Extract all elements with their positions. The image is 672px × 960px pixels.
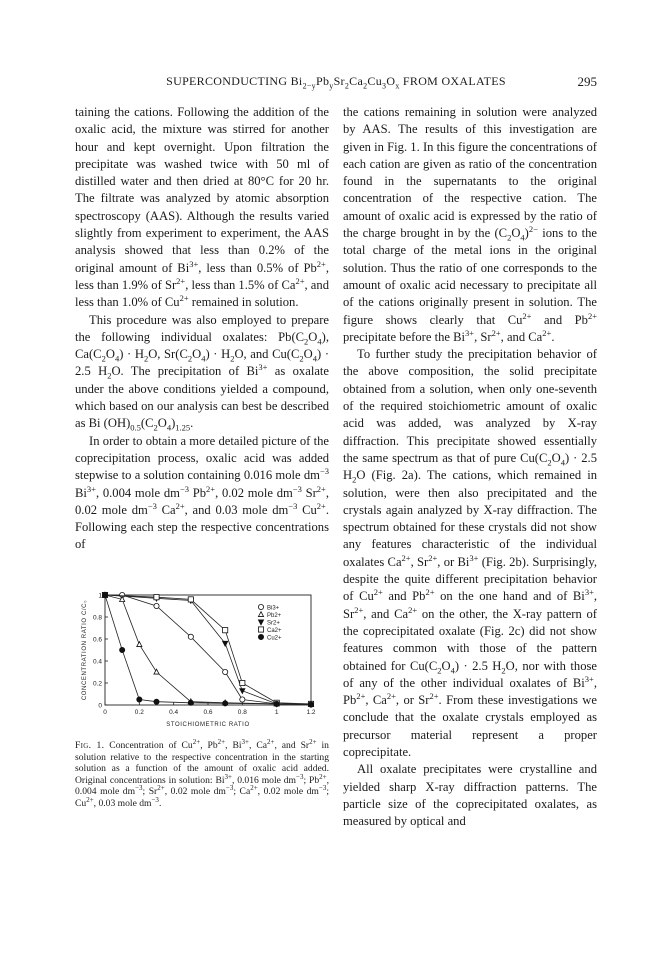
series-line-sr2 <box>105 595 311 705</box>
data-point-pb2 <box>154 669 159 674</box>
x-tick-label: 0.8 <box>237 709 247 716</box>
x-tick-label: 0 <box>103 709 107 716</box>
series-line-ca2 <box>105 595 311 704</box>
legend-marker-cu2 <box>258 634 263 639</box>
y-axis-label: CONCENTRATION RATIO C/C₀ <box>82 599 88 701</box>
page-header <box>75 74 597 92</box>
running-head: SUPERCONDUCTING $Bi_{2-y}Pb_ySr_2Ca_2Cu_3O_x$ FROM OXALATES <box>166 74 506 91</box>
left-column <box>75 104 329 554</box>
x-tick-label: 0.2 <box>134 709 144 716</box>
concentration-chart <box>75 587 329 732</box>
series-line-pb2 <box>105 595 311 705</box>
y-tick-label: 1 <box>98 592 102 600</box>
series-line-bi3 <box>105 595 311 705</box>
data-point-bi3 <box>188 634 193 639</box>
data-point-cu2 <box>308 702 313 707</box>
x-tick-label: 0.6 <box>203 709 213 716</box>
legend-label-sr2: Sr2+ <box>267 620 280 627</box>
legend-label-pb2: Pb2+ <box>267 612 282 619</box>
right-column <box>343 104 597 830</box>
page-number: 295 <box>577 74 597 89</box>
legend-marker-pb2 <box>258 612 263 617</box>
data-point-cu2 <box>188 700 193 705</box>
data-point-ca2 <box>154 595 159 600</box>
legend-marker-ca2 <box>258 627 263 632</box>
y-tick-label: 0.6 <box>92 636 102 644</box>
figure-caption: Fig. 1. Concentration of $Cu^{2+}$, $Pb^{2+}$, $Bi^{3+}$, $Ca^{2+}$, and $Sr^{2+}$ in solution relative to the respective concentration in the starting solution as a function of the amount of oxalic acid added. Original concentrations in solution: $Bi^{3+}$, 0.016 mole $dm^{-3}$; $Pb^{2+}$, 0.004 mole $dm^{-3}$; $Sr^{2+}$, 0.02 mole $dm^{-3}$; $Ca^{2+}$, 0.02 mole $dm^{-3}$; $Cu^{2+}$, 0.03 mole $dm^{-3}$. <box>75 737 329 809</box>
data-point-cu2 <box>120 647 125 652</box>
paragraph-coprecipitation: In order to obtain a more detailed picture of the coprecipitation process, oxalic acid was added stepwise to a solution containing 0.016 mole $dm^{-3}$ $Bi^{3+}$, 0.004 mole $dm^{-3}$ $Pb^{2+}$, 0.02 mole $dm^{-3}$ $Sr^{2+}$, 0.02 mole $dm^{-3}$ $Ca^{2+}$, and 0.03 mole $dm^{-3}$ $Cu^{2+}$. Following each step the respective concentrations of <box>75 433 329 552</box>
data-point-pb2 <box>137 642 142 647</box>
paragraph-procedure-end: taining the cations. Following the addition of the oxalic acid, the mixture was stirred for another hour and kept overnight. Upon filtration the precipitate was washed twice with 50 ml of distilled water and then dried at 80°C for 20 hr. The filtrate was analyzed by atomic absorption spectroscopy (AAS). Although the results varied slightly from experiment to experiment, the AAS analysis showed that less than 0.2% of the original amount of $Bi^{3+}$, less than 0.5% of $Pb^{2+}$, less than 1.9% of $Sr^{2+}$, less than 1.5% of $Ca^{2+}$, and less than 1.0% of $Cu^{2+}$ remained in solution. <box>75 105 329 310</box>
y-tick-label: 0.2 <box>92 680 102 688</box>
y-tick-label: 0.8 <box>92 614 102 622</box>
x-axis-label: STOICHIOMETRIC RATIO <box>166 722 250 728</box>
x-tick-label: 0.4 <box>169 709 179 716</box>
data-point-ca2 <box>223 628 228 633</box>
data-point-cu2 <box>274 701 279 706</box>
legend-label-bi3: Bi3+ <box>267 605 280 612</box>
y-tick-label: 0.4 <box>92 658 102 666</box>
paragraph-particle-size: All oxalate precipitates were crystalline and yielded sharp X-ray diffraction patterns. The particle size of the coprecipitated oxalates, as measured by optical and <box>343 762 597 829</box>
caption-label: Fig. 1. <box>75 740 105 751</box>
legend-marker-sr2 <box>258 620 263 625</box>
y-tick-label: 0 <box>98 702 102 710</box>
figure-1 <box>75 587 329 732</box>
data-point-cu2 <box>102 592 107 597</box>
data-point-bi3 <box>223 669 228 674</box>
data-point-bi3 <box>154 603 159 608</box>
paragraph-individual-oxalates: This procedure was also employed to prepare the following individual oxalates: $Pb(C_2O_4)$, $Ca(C_2O_4) \cdot H_2O$, $Sr(C_2O_4) \cdot H_2O$, and $Cu(C_2O_4) \cdot 2.5$ $H_2O$. The precipitation of $Bi^{3+}$ as oxalate under the above conditions yielded a compound, which based on our analysis can best be described as Bi $(OH)_{0.5}(C_2O_4)_{1.25}$. <box>75 312 330 433</box>
paragraph-fig1-results: the cations remaining in solution were analyzed by AAS. The results of this investigation are given in Fig. 1. In this figure the concentrations of each cation are given as ratio of the concentration found in the supernatants to the original concentration of the respective cation. The amount of oxalic acid is expressed by the ratio of the charge brought in by the $(C_2O_4)^{2-}$ ions to the total charge of the metal ions in the original solution. Thus the ratio of one corresponds to the amount of oxalic acid necessary to precipitate all of the cations originally present in solution. The figure shows clearly that $Cu^{2+}$ and $Pb^{2+}$ precipitate before the $Bi^{3+}$, $Sr^{2+}$, and $Ca^{2+}$. <box>343 105 598 344</box>
legend-marker-bi3 <box>258 604 263 609</box>
series-line-cu2 <box>105 595 311 705</box>
data-point-cu2 <box>137 697 142 702</box>
data-point-cu2 <box>154 699 159 704</box>
data-point-cu2 <box>223 701 228 706</box>
data-point-bi3 <box>240 697 245 702</box>
data-point-ca2 <box>240 680 245 685</box>
x-tick-label: 1 <box>274 709 279 716</box>
x-tick-label: 1.2 <box>306 709 316 716</box>
data-point-ca2 <box>188 597 193 602</box>
legend-label-ca2: Ca2+ <box>267 627 282 634</box>
data-point-sr2 <box>223 641 228 646</box>
legend-label-cu2: Cu2+ <box>267 635 282 642</box>
paragraph-xray-study: To further study the precipitation behavior of the above composition, the solid precipitate obtained from a solution, when only one-seventh of the required stoichiometric amount of oxalic acid was added, was analyzed by X-ray diffraction. This precipitate showed essentially the same spectrum as that of pure $Cu(C_2O_4) \cdot 2.5$ $H_2O$ (Fig. 2a). The cations, which remained in solution, were then also precipitated and the crystals again analyzed by X-ray diffraction. The spectrum obtained for these crystals did not show any features characteristic of the individual oxalates $Ca^{2+}$, $Sr^{2+}$, or $Bi^{3+}$ (Fig. 2b). Surprisingly, despite the quite different precipitation behavior of $Cu^{2+}$ and $Pb^{2+}$ on the one hand and of $Bi^{3+}$, $Sr^{2+}$, and $Ca^{2+}$ on the other, the X-ray pattern of the coprecipitated oxalate (Fig. 2c) did not show features common with those of the pattern obtained for $Cu(C_2O_4) \cdot 2.5$ $H_2O$, nor with those of any of the other individual oxalates of $Bi^{3+}$, $Pb^{2+}$, $Ca^{2+}$, or $Sr^{2+}$. From these investigations we conclude that the oxalate crystals employed as precursor material represent a proper coprecipitate. <box>343 347 598 759</box>
